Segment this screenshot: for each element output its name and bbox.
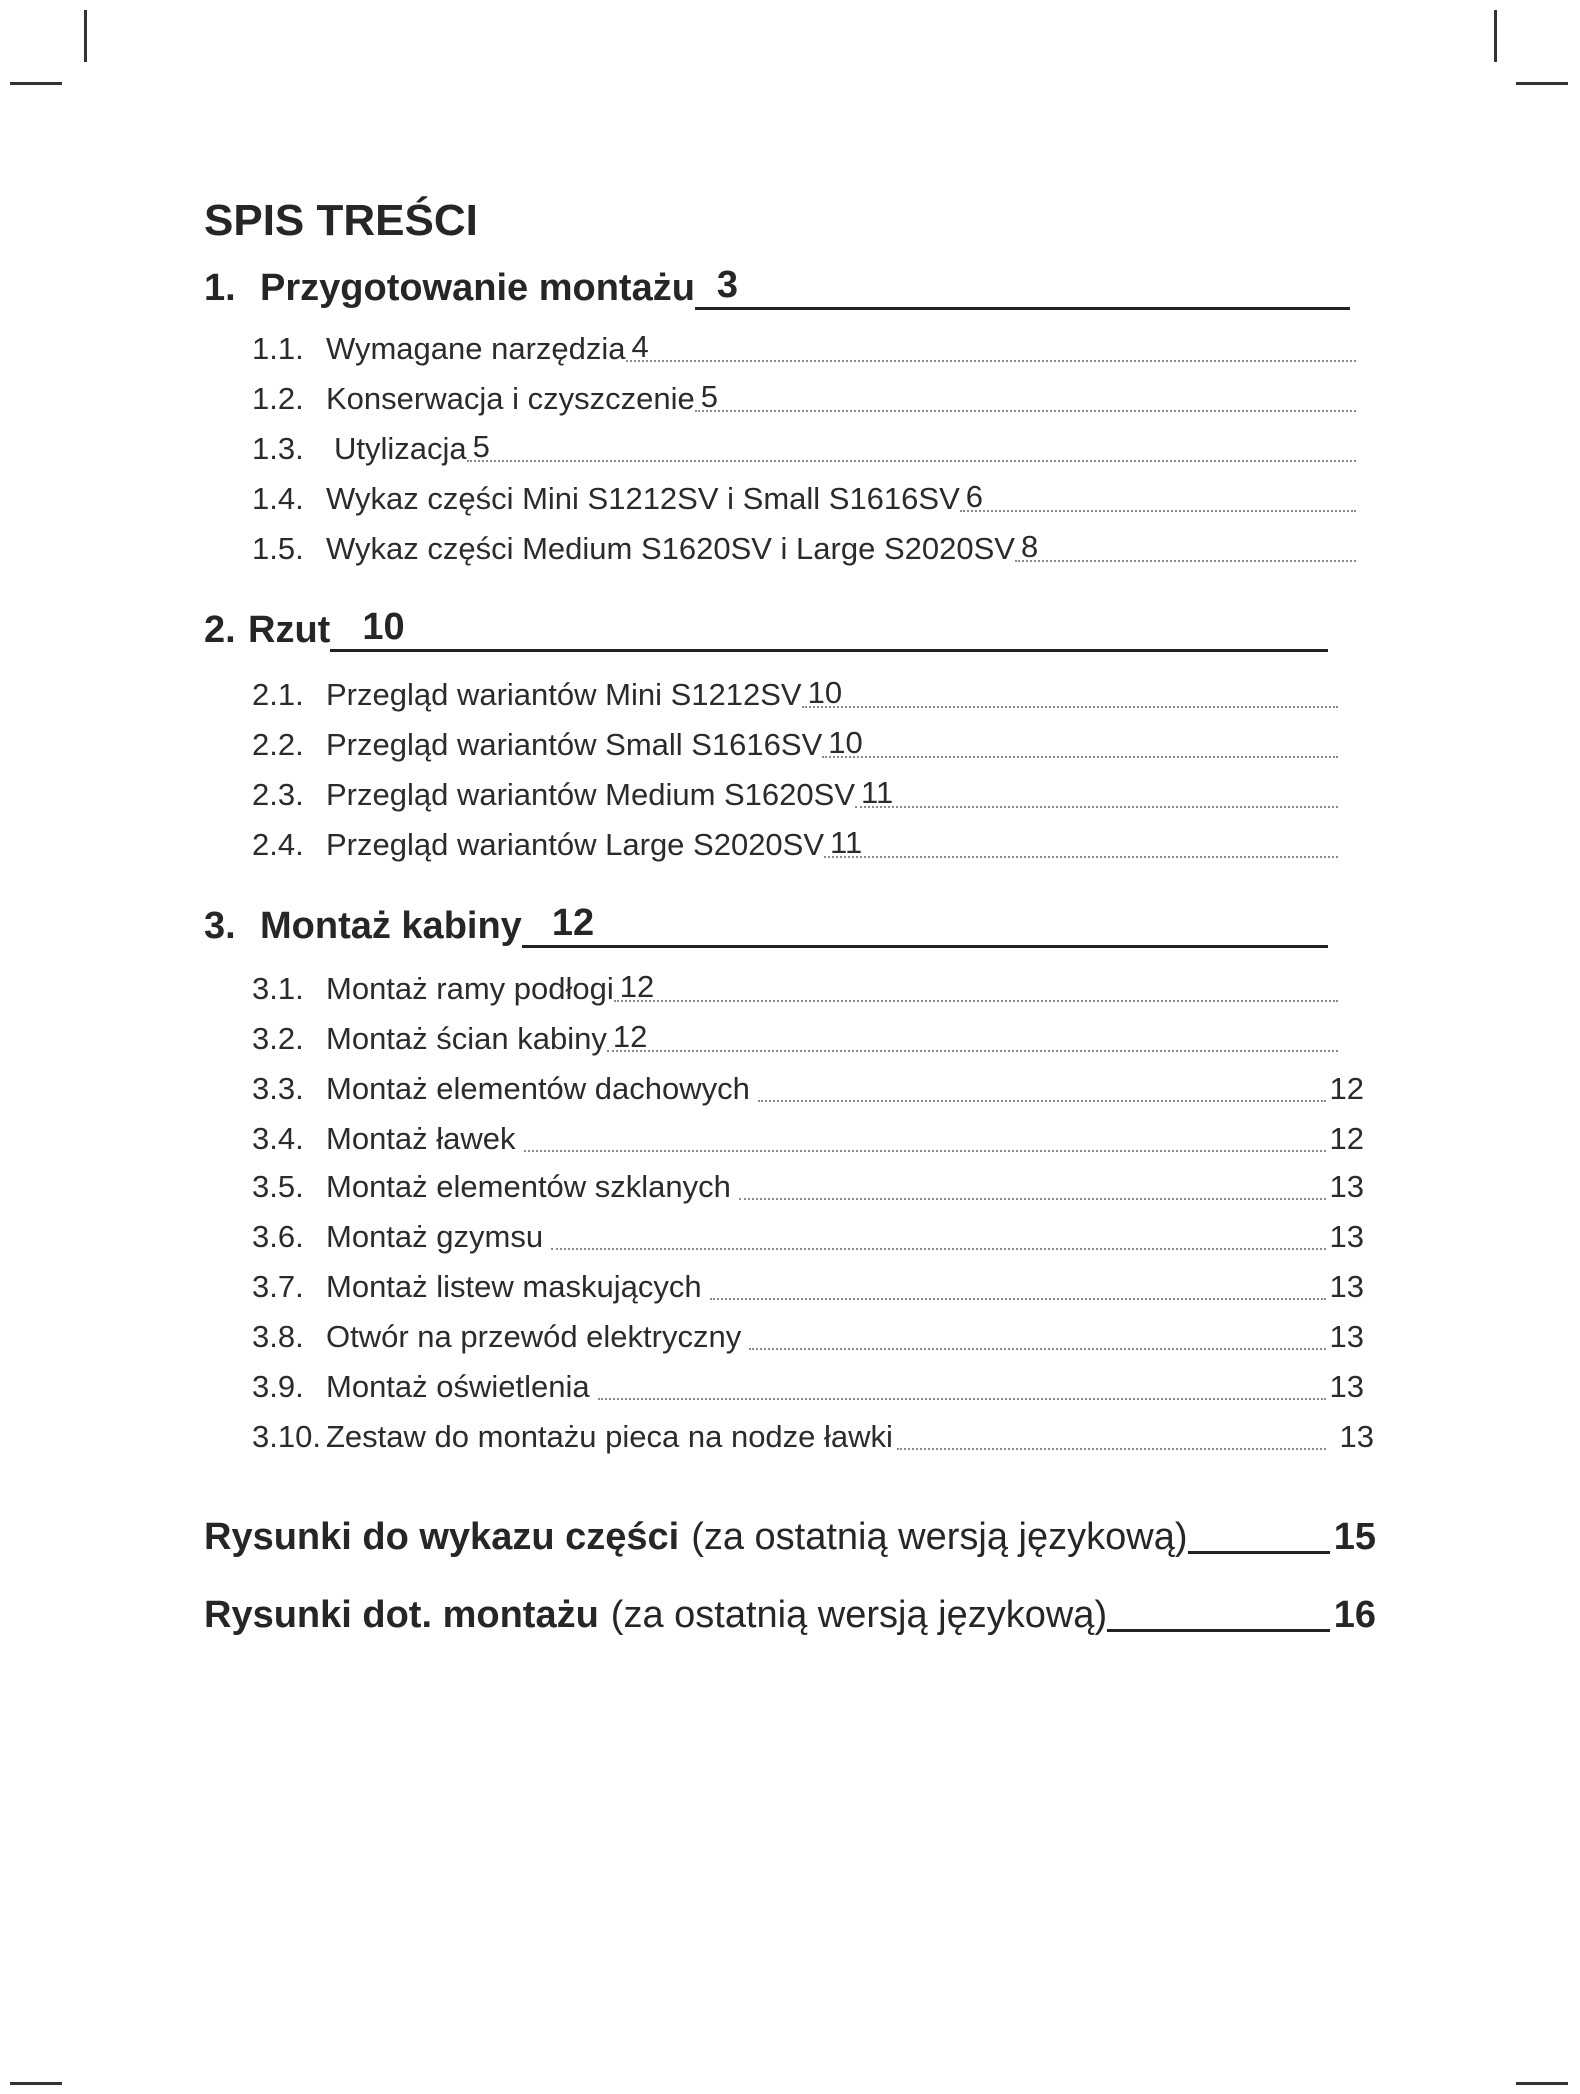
- item-text: Montaż elementów szklanych: [326, 1169, 731, 1204]
- item-page: 6: [965, 479, 984, 514]
- item-text: Zestaw do montażu pieca na nodze ławki: [326, 1419, 893, 1454]
- dot-leader: [758, 1100, 1326, 1102]
- appendix-leader: [1188, 1551, 1330, 1554]
- item-text: Przegląd wariantów Mini S1212SV: [326, 677, 802, 712]
- item-text: Przegląd wariantów Medium S1620SV: [326, 777, 855, 812]
- toc-section-2[interactable]: [204, 604, 1328, 652]
- dot-leader: [855, 774, 1338, 808]
- item-number: 2.1.: [252, 677, 304, 712]
- dot-leader: [824, 824, 1338, 858]
- item-number: 3.7.: [252, 1269, 304, 1304]
- item-text: Montaż ławek: [326, 1121, 516, 1156]
- item-number: 3.6.: [252, 1219, 304, 1254]
- dot-leader: [467, 428, 1356, 462]
- dot-leader: [614, 968, 1338, 1002]
- section-page: 3: [716, 264, 739, 306]
- crop-mark: [1494, 10, 1497, 62]
- section-title: Rzut: [248, 609, 331, 651]
- item-page: 13: [1329, 1169, 1364, 1204]
- item-text: Montaż listew maskujących: [326, 1269, 702, 1304]
- item-number: 2.3.: [252, 777, 304, 812]
- item-text: Utylizacja: [334, 431, 467, 466]
- item-page: 11: [861, 775, 894, 810]
- item-number: 3.2.: [252, 1021, 304, 1056]
- appendix-title: Rysunki do wykazu części: [204, 1516, 680, 1558]
- toc-item-3-7[interactable]: [252, 1256, 1364, 1306]
- dot-leader: [551, 1248, 1325, 1250]
- item-number: 3.10.: [252, 1419, 321, 1454]
- item-page: 13: [1329, 1219, 1364, 1254]
- item-number: 1.1.: [252, 331, 304, 366]
- item-text: Otwór na przewód elektryczny: [326, 1319, 742, 1354]
- dot-leader: [710, 1298, 1326, 1300]
- item-number: 2.2.: [252, 727, 304, 762]
- toc-item-2-1[interactable]: [252, 664, 1338, 714]
- toc-item-1-3[interactable]: [252, 418, 1356, 468]
- page-title: SPIS TREŚCI: [204, 196, 478, 245]
- toc-item-1-5[interactable]: [252, 518, 1356, 568]
- item-page: 8: [1020, 529, 1039, 564]
- item-number: 1.3.: [252, 431, 304, 466]
- toc-section-1[interactable]: [204, 262, 1350, 310]
- dot-leader: [822, 724, 1338, 758]
- dot-leader: [695, 378, 1356, 412]
- toc-item-1-2[interactable]: [252, 368, 1356, 418]
- item-number: 3.4.: [252, 1121, 304, 1156]
- item-page: 13: [1329, 1269, 1364, 1304]
- section-leader: [695, 263, 1350, 310]
- section-number: 3.: [204, 905, 236, 947]
- appendix-page: 15: [1333, 1516, 1376, 1558]
- dot-leader: [739, 1198, 1326, 1200]
- item-number: 1.2.: [252, 381, 304, 416]
- item-page: 12: [1329, 1121, 1364, 1156]
- toc-appendix-parts-drawings[interactable]: [204, 1510, 1376, 1560]
- item-text: Konserwacja i czyszczenie: [326, 381, 695, 416]
- toc-item-2-4[interactable]: [252, 814, 1338, 864]
- item-page: 12: [612, 1019, 648, 1054]
- item-number: 3.9.: [252, 1369, 304, 1404]
- crop-mark: [10, 82, 62, 85]
- item-number: 3.5.: [252, 1169, 304, 1204]
- toc-appendix-assembly-drawings[interactable]: [204, 1588, 1376, 1638]
- section-leader: [330, 605, 1328, 652]
- item-text: Montaż gzymsu: [326, 1219, 544, 1254]
- dot-leader: [897, 1448, 1326, 1450]
- item-number: 3.3.: [252, 1071, 304, 1106]
- dot-leader: [802, 674, 1338, 708]
- item-page: 11: [830, 825, 863, 860]
- crop-mark: [84, 10, 87, 62]
- section-number: 1.: [204, 267, 236, 309]
- toc-item-3-3[interactable]: [252, 1058, 1364, 1108]
- item-number: 1.4.: [252, 481, 304, 516]
- item-number: 1.5.: [252, 531, 304, 566]
- crop-mark: [10, 2082, 62, 2085]
- item-number: 3.1.: [252, 971, 304, 1006]
- item-text: Montaż ścian kabiny: [326, 1021, 607, 1056]
- dot-leader: [749, 1348, 1325, 1350]
- item-page: 10: [807, 675, 843, 710]
- toc-item-3-10[interactable]: [252, 1406, 1374, 1456]
- appendix-title: Rysunki dot. montażu: [204, 1594, 599, 1636]
- section-leader: [522, 901, 1328, 948]
- crop-mark: [1516, 82, 1568, 85]
- toc-item-3-8[interactable]: [252, 1306, 1364, 1356]
- dot-leader: [524, 1150, 1326, 1152]
- item-text: Przegląd wariantów Small S1616SV: [326, 727, 823, 762]
- dot-leader: [626, 328, 1356, 362]
- toc-item-3-1[interactable]: [252, 958, 1338, 1008]
- appendix-page: 16: [1333, 1594, 1376, 1636]
- item-page: 12: [1329, 1071, 1364, 1106]
- section-page: 12: [551, 902, 595, 944]
- appendix-leader: [1107, 1629, 1330, 1632]
- toc-item-3-4[interactable]: [252, 1108, 1364, 1158]
- item-page: 5: [700, 379, 718, 414]
- item-text: Montaż elementów dachowych: [326, 1071, 750, 1106]
- item-text: Przegląd wariantów Large S2020SV: [326, 827, 825, 862]
- section-title: Montaż kabiny: [260, 905, 522, 947]
- toc-item-1-4[interactable]: [252, 468, 1356, 518]
- item-page: 13: [1329, 1319, 1364, 1354]
- item-page: 12: [619, 969, 655, 1004]
- item-page: 4: [631, 329, 649, 364]
- item-text: Wykaz części Medium S1620SV i Large S2020SV: [326, 531, 1015, 566]
- toc-item-3-5[interactable]: [252, 1156, 1364, 1206]
- toc-item-3-2[interactable]: [252, 1008, 1338, 1058]
- item-text: Wymagane narzędzia: [326, 331, 626, 366]
- appendix-note: (za ostatnią wersją językową): [610, 1594, 1108, 1636]
- item-number: 2.4.: [252, 827, 304, 862]
- dot-leader: [598, 1398, 1326, 1400]
- item-page: 13: [1329, 1369, 1364, 1404]
- item-page: 13: [1339, 1419, 1374, 1454]
- crop-mark: [1516, 2082, 1568, 2085]
- section-title: Przygotowanie montażu: [260, 267, 695, 309]
- item-page: 10: [828, 725, 863, 760]
- item-text: Montaż oświetlenia: [326, 1369, 590, 1404]
- toc-item-3-6[interactable]: [252, 1206, 1364, 1256]
- dot-leader: [607, 1018, 1338, 1052]
- item-text: Wykaz części Mini S1212SV i Small S1616SV: [326, 481, 960, 516]
- toc-item-2-2[interactable]: [252, 714, 1338, 764]
- toc-section-3[interactable]: [204, 900, 1328, 948]
- toc-item-1-1[interactable]: [252, 318, 1356, 368]
- toc-item-2-3[interactable]: [252, 764, 1338, 814]
- toc-item-3-9[interactable]: [252, 1356, 1364, 1406]
- dot-leader: [960, 478, 1356, 512]
- item-text: Montaż ramy podłogi: [326, 971, 614, 1006]
- section-page: 10: [362, 606, 405, 648]
- section-number: 2.: [204, 609, 236, 651]
- appendix-note: (za ostatnią wersją językową): [691, 1516, 1188, 1558]
- dot-leader: [1015, 528, 1356, 562]
- item-page: 5: [472, 429, 490, 464]
- item-number: 3.8.: [252, 1319, 304, 1354]
